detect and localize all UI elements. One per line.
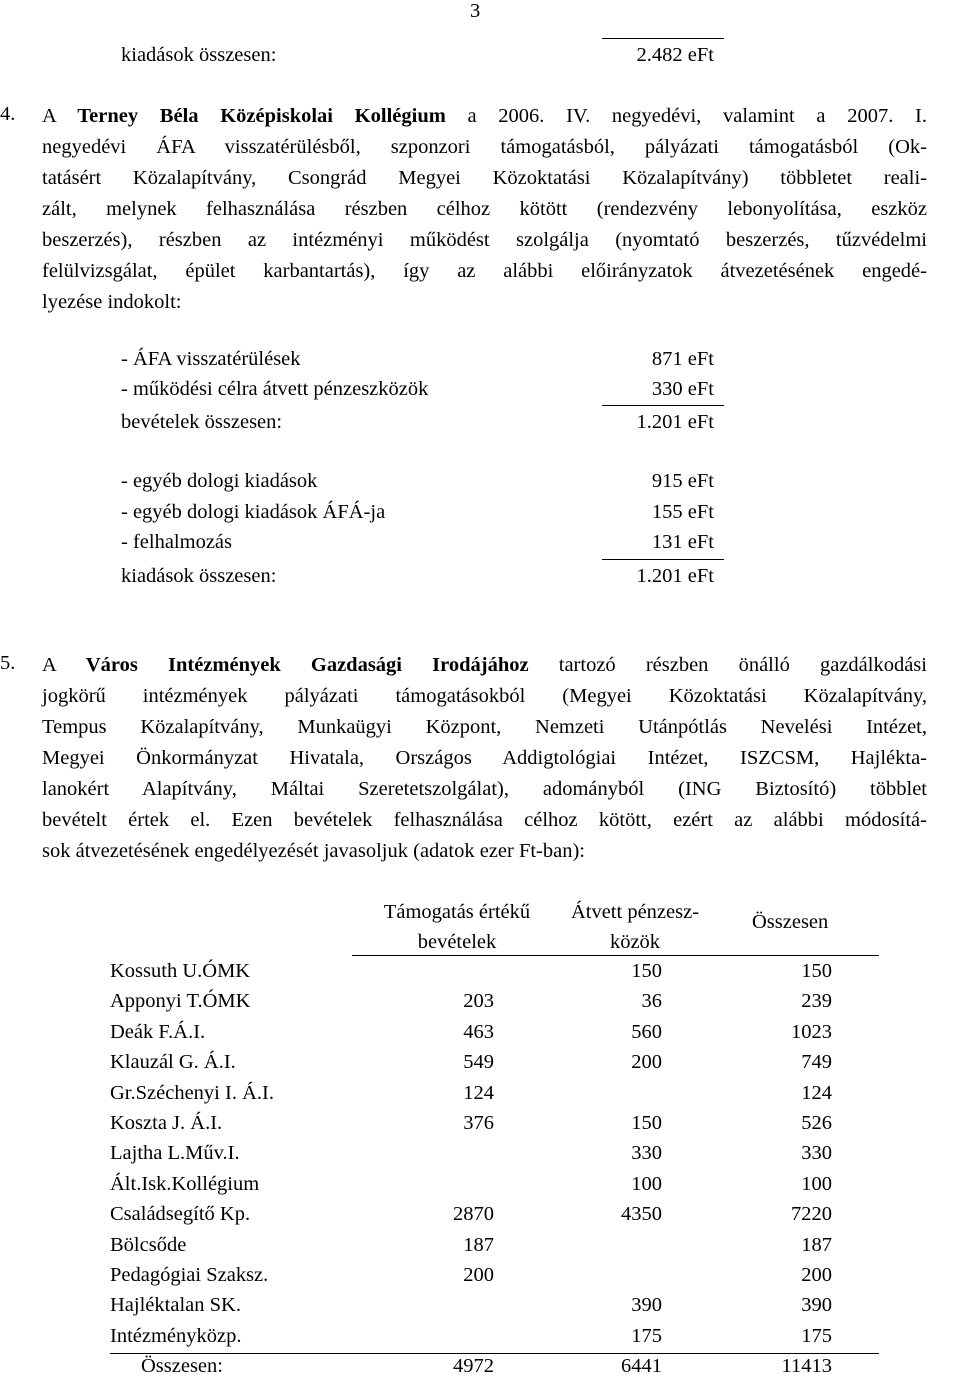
row-institution: Hajléktalan SK. — [110, 1294, 241, 1317]
row-total-value: 749 — [801, 1051, 832, 1074]
total-row-label: Összesen: — [141, 1355, 223, 1377]
row-transferred-value: 36 — [641, 990, 662, 1013]
total-sum-value: 11413 — [781, 1355, 832, 1377]
table-total-rule — [110, 1353, 879, 1354]
section5-line: Tempus Közalapítvány, Munkaügyi Központ, Nemzeti Utánpótlás Nevelési Intézet, — [42, 716, 927, 738]
row-support-value: 2870 — [453, 1203, 494, 1226]
section5-line: Megyei Önkormányzat Hivatala, Országos Addigtológiai Intézet, ISZCSM, Hajlékta- — [42, 747, 927, 769]
row-institution: Lajtha L.Műv.I. — [110, 1142, 240, 1165]
row-transferred-value: 330 — [631, 1142, 662, 1165]
table-header-transferred: Átvett pénzesz- közök — [570, 901, 700, 953]
total-transferred-value: 6441 — [621, 1355, 662, 1377]
table-header-rule — [352, 955, 879, 956]
page-number: 3 — [470, 0, 481, 22]
row-institution: Családsegítő Kp. — [110, 1203, 251, 1226]
section4-line: A Terney Béla Középiskolai Kollégium a 2006. IV. negyedévi, valamint a 2007. I. — [42, 105, 927, 127]
section5-line: jogkörű intézmények pályázati támogatásokból (Megyei Közoktatási Közalapítvány, — [42, 685, 927, 707]
expense-total-label: kiadások összesen: — [121, 565, 277, 587]
row-transferred-value: 4350 — [621, 1203, 662, 1226]
row-institution: Deák F.Á.I. — [110, 1020, 206, 1043]
table-header-support: Támogatás értékű bevételek — [383, 901, 531, 953]
row-transferred-value: 560 — [631, 1020, 662, 1043]
income-total-value: 1.201 eFt — [636, 411, 714, 433]
row-support-value: 124 — [463, 1081, 494, 1104]
row-institution: Ált.Isk.Kollégium — [110, 1172, 260, 1195]
row-total-value: 150 — [801, 960, 832, 982]
row-transferred-value: 175 — [631, 1324, 662, 1347]
row-support-value: 549 — [463, 1051, 494, 1074]
expense-item-value: 155 eFt — [651, 501, 714, 523]
row-institution: Gr.Széchenyi I. Á.I. — [110, 1081, 274, 1104]
row-total-value: 390 — [801, 1294, 832, 1317]
section5-line: lanokért Alapítvány, Máltai Szeretetszolgálat), adományból (ING Biztosító) többlet — [42, 778, 927, 800]
income-total-label: bevételek összesen: — [121, 411, 283, 433]
section5-line: sok átvezetésének engedélyezését javasoljuk (adatok ezer Ft-ban): — [42, 840, 585, 862]
row-total-value: 526 — [801, 1112, 832, 1134]
section5-office-name: Város Intézmények Gazdasági Irodájához — [85, 654, 529, 676]
row-transferred-value: 200 — [631, 1051, 662, 1074]
section4-line: zált, melynek felhasználása részben célhoz kötött (rendezvény lebonyolítása, eszköz — [42, 198, 927, 220]
row-transferred-value: 150 — [631, 1112, 662, 1134]
row-total-value: 1023 — [791, 1020, 832, 1043]
section5-line: bevételt értek el. Ezen bevételek felhasználása célhoz kötött, ezért az alábbi módosítá- — [42, 809, 927, 831]
row-total-value: 200 — [801, 1264, 832, 1286]
expense-item-value: 131 eFt — [651, 531, 714, 553]
income-item-value: 330 eFt — [651, 378, 714, 400]
row-transferred-value: 390 — [631, 1294, 662, 1317]
row-total-value: 7220 — [791, 1203, 832, 1226]
row-institution: Koszta J. Á.I. — [110, 1112, 223, 1134]
row-total-value: 330 — [801, 1142, 832, 1165]
income-item-value: 871 eFt — [651, 348, 714, 370]
section5-number: 5. — [0, 652, 16, 674]
section4-line: tatásért Közalapítvány, Csongrád Megyei Közoktatási Közalapítvány) többletet reali- — [42, 167, 927, 189]
section4-institution-name: Terney Béla Középiskolai Kollégium — [77, 105, 446, 127]
section4-line: beszerzés), részben az intézményi működést szolgálja (nyomtató beszerzés, tűzvédelmi — [42, 229, 927, 251]
section4-number: 4. — [0, 103, 16, 125]
row-support-value: 200 — [463, 1264, 494, 1286]
row-support-value: 203 — [463, 990, 494, 1013]
row-institution: Apponyi T.ÓMK — [110, 990, 251, 1013]
section4-paragraph — [42, 101, 927, 318]
section4-line: felülvizsgálat, épület karbantartás), így az alábbi előirányzatok átvezetésének engedé- — [42, 260, 927, 282]
row-institution: Bölcsőde — [110, 1233, 187, 1256]
row-total-value: 175 — [801, 1324, 832, 1347]
top-summary-label: kiadások összesen: — [121, 44, 277, 66]
table-header-total: Összesen — [752, 911, 829, 933]
row-institution: Intézményközp. — [110, 1324, 242, 1347]
row-total-value: 100 — [801, 1172, 832, 1195]
total-support-value: 4972 — [453, 1355, 494, 1377]
section5-paragraph — [42, 650, 927, 867]
row-support-value: 187 — [463, 1233, 494, 1256]
row-transferred-value: 100 — [631, 1172, 662, 1195]
row-institution: Pedagógiai Szaksz. — [110, 1264, 269, 1286]
expense-item-label: - egyéb dologi kiadások ÁFÁ-ja — [121, 501, 386, 523]
row-support-value: 376 — [463, 1112, 494, 1134]
expense-item-label: - egyéb dologi kiadások — [121, 470, 318, 492]
row-total-value: 239 — [801, 990, 832, 1013]
row-support-value: 463 — [463, 1020, 494, 1043]
row-total-value: 124 — [801, 1081, 832, 1104]
section4-line: lyezése indokolt: — [42, 291, 182, 313]
expense-sum-rule — [602, 559, 724, 560]
section5-line: A Város Intézmények Gazdasági Irodájához tartozó részben önálló gazdálkodási — [42, 654, 927, 676]
expense-item-value: 915 eFt — [651, 470, 714, 492]
row-institution: Klauzál G. Á.I. — [110, 1051, 236, 1074]
row-transferred-value: 150 — [631, 960, 662, 982]
income-item-label: - ÁFA visszatérülések — [121, 348, 301, 370]
row-total-value: 187 — [801, 1233, 832, 1256]
expense-total-value: 1.201 eFt — [636, 565, 714, 587]
expense-item-label: - felhalmozás — [121, 531, 232, 553]
top-summary-rule — [602, 38, 724, 39]
income-item-label: - működési célra átvett pénzeszközök — [121, 378, 429, 400]
income-sum-rule — [602, 405, 724, 406]
section4-line: negyedévi ÁFA visszatérülésből, szponzori támogatásból, pályázati támogatásból (Ok- — [42, 136, 927, 158]
top-summary-value: 2.482 eFt — [636, 44, 714, 66]
row-institution: Kossuth U.ÓMK — [110, 960, 251, 982]
